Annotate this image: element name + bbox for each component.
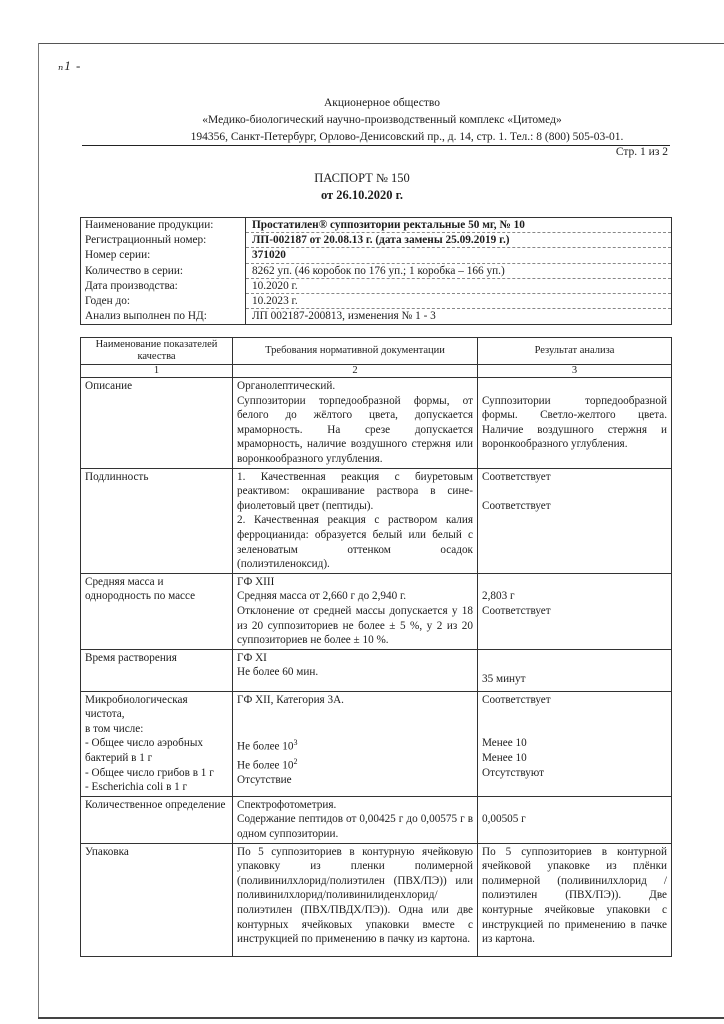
info-value: ЛП-002187 от 20.08.13 г. (дата замены 25.09.2019 г.) [246, 233, 671, 248]
result-text: Отсутствуют [482, 766, 544, 779]
company-address: 194356, Санкт-Петербург, Орлово-Денисовский пр., д. 14, стр. 1. Тел.: 8 (800) 505-03-01. [190, 131, 624, 143]
result-text: 35 минут [482, 673, 526, 686]
info-row [81, 218, 671, 233]
table-row [81, 843, 672, 956]
requirement-text: ГФ XI [237, 651, 267, 664]
info-label: Количество в серии: [81, 264, 246, 279]
column-number: 2 [233, 365, 478, 378]
requirement-text: 2. Качественная реакция с раствором калия ферроцианида: образуется белый или белый с зеленоватым оттенком осадок (полиэтиленоксид). [237, 514, 473, 571]
parameter-name: Время растворения [81, 649, 233, 691]
result-cell [478, 468, 672, 573]
column-header: Результат анализа [478, 338, 672, 365]
column-header: Наименование показателей качества [81, 338, 233, 365]
table-row [81, 649, 672, 691]
parameter-line: - Общее число грибов в 1 г [85, 766, 214, 779]
result-cell [478, 796, 672, 843]
table-row [81, 468, 672, 573]
parameter-name: Описание [81, 378, 233, 469]
info-value: Простатилен® суппозитории ректальные 50 мг, № 10 [246, 218, 671, 233]
requirement-text: Содержание пептидов от 0,00425 г до 0,00575 г в одном суппозитории. [237, 813, 473, 841]
requirement-text: Отклонение от средней массы допускается у 18 из 20 суппозиториев не более ± 5 %, у 2 из 20 суппозиториев не более ± 10 %. [237, 604, 473, 647]
result-cell [478, 843, 672, 956]
parameter-name: Средняя масса и однородность по массе [81, 573, 233, 649]
parameter-line: - Escherichia coli в 1 г [85, 781, 188, 794]
requirement-cell [233, 573, 478, 649]
parameter-name: Подлинность [81, 468, 233, 573]
requirement-text: По 5 суппозиториев в контурную ячейковую упаковку из пленки полимерной (поливинилхлорид/полиэтилен (ПВХ/ПЭ)) или поливинилхлорид/поливинилиденхлорид/ полиэтилен (ПВХ/ПВДХ/ПЭ)). Одна или две контурных ячейковых упаковки вместе с инструкцией по применению в пачку из картона. [237, 845, 473, 946]
table-row [81, 573, 672, 649]
result-text: Менее 10 [482, 752, 527, 765]
passport-title: ПАСПОРТ № 150 [314, 171, 410, 185]
header-rule [82, 145, 670, 146]
handwritten-mark: ₙ1 - [58, 58, 82, 73]
passport-title-block [0, 170, 724, 204]
info-row [81, 294, 671, 309]
parameter-line: в том числе: [85, 722, 144, 735]
result-cell [478, 691, 672, 796]
requirement-cell [233, 378, 478, 469]
parameter-line: - Общее число аэробных бактерий в 1 г [85, 737, 203, 765]
company-type: Акционерное общество [323, 97, 441, 109]
result-text: Соответствует [482, 470, 551, 483]
info-value: 10.2023 г. [246, 294, 671, 309]
info-label: Анализ выполнен по НД: [81, 309, 246, 324]
requirement-text: Средняя масса от 2,660 г до 2,940 г. [237, 590, 407, 603]
info-value: ЛП 002187-200813, изменения № 1 - 3 [252, 310, 436, 323]
result-text: Соответствует [482, 693, 551, 706]
info-row [81, 279, 671, 294]
info-label: Дата производства: [81, 279, 246, 294]
requirement-text: 1. Качественная реакция с биуретовым реактивом: окрашивание раствора в сине-фиолетовый цвет (пептиды). [237, 470, 473, 512]
page-edge [38, 43, 724, 44]
table-header-row [81, 338, 672, 365]
company-name: «Медико-биологический научно-производственный комплекс «Цитомед» [202, 114, 562, 126]
info-label: Наименование продукции: [81, 218, 246, 233]
table-row [81, 796, 672, 843]
result-text: По 5 суппозиториев в контурной ячейковой упаковке из плёнки полимерной (поливинилхлорид /полиэтилен (ПВХ/ПЭ)). Две контурные ячейковые упаковки с инструкцией по применению в пачке из картона. [482, 845, 667, 946]
result-cell [478, 649, 672, 691]
column-number-row [81, 365, 672, 378]
requirement-text: Суппозитории торпедообразной формы, от белого до жёлтого цвета, допускается мраморность. На срезе допускается мраморность, наличие воздушного стержня или воронкообразного углубления. [237, 394, 473, 465]
info-row [81, 264, 671, 279]
parameter-name: Количественное определение [81, 796, 233, 843]
parameter-name: Упаковка [81, 843, 233, 956]
info-label: Годен до: [81, 294, 246, 309]
passport-date: от 26.10.2020 г. [320, 188, 404, 202]
page-edge [38, 1017, 724, 1019]
requirement-text: Спектрофотометрия. [237, 798, 337, 811]
requirement-text: Не более 60 мин. [237, 666, 319, 679]
table-row [81, 378, 672, 469]
info-row [81, 309, 671, 324]
parameter-name [81, 691, 233, 796]
requirement-cell [233, 468, 478, 573]
table-row [81, 691, 672, 796]
result-text: Менее 10 [482, 737, 527, 750]
requirement-text: ГФ XII, Категория 3А. [237, 693, 344, 706]
requirement-text: ГФ XIII [237, 575, 275, 588]
column-number: 3 [478, 365, 672, 378]
result-cell [478, 573, 672, 649]
product-info-table [80, 217, 672, 325]
requirement-cell [233, 691, 478, 796]
info-label: Номер серии: [81, 248, 246, 263]
info-row [81, 233, 671, 248]
column-number: 1 [81, 365, 233, 378]
requirement-text: Отсутствие [237, 774, 292, 787]
requirement-cell [233, 649, 478, 691]
result-text: Суппозитории торпедообразной формы. Светло-желтого цвета. Наличие воздушного стержня и воронкообразного углубления. [482, 394, 667, 451]
result-text: Соответствует [482, 604, 551, 617]
page-number: Стр. 1 из 2 [615, 146, 668, 158]
requirement-cell [233, 843, 478, 956]
info-value: 10.2020 г. [246, 279, 671, 294]
requirement-text: Органолептический. [237, 380, 336, 392]
requirement-cell [233, 796, 478, 843]
info-value: 8262 уп. (46 коробок по 176 уп.; 1 коробка – 166 уп.) [246, 264, 671, 279]
quality-table [80, 337, 672, 957]
result-text: 0,00505 г [482, 813, 526, 826]
result-text: 2,803 г [482, 590, 515, 603]
requirement-text: Не более $10^3$ [237, 738, 298, 754]
column-header: Требования нормативной документации [233, 338, 478, 365]
info-row [81, 248, 671, 263]
requirement-text: Не более $10^2$ [237, 756, 298, 772]
info-label: Регистрационный номер: [81, 233, 246, 248]
parameter-line: Микробиологическая чистота, [85, 693, 188, 721]
result-text: Соответствует [482, 499, 551, 512]
company-header [0, 95, 724, 146]
result-cell [478, 378, 672, 469]
info-value: 371020 [246, 248, 671, 263]
